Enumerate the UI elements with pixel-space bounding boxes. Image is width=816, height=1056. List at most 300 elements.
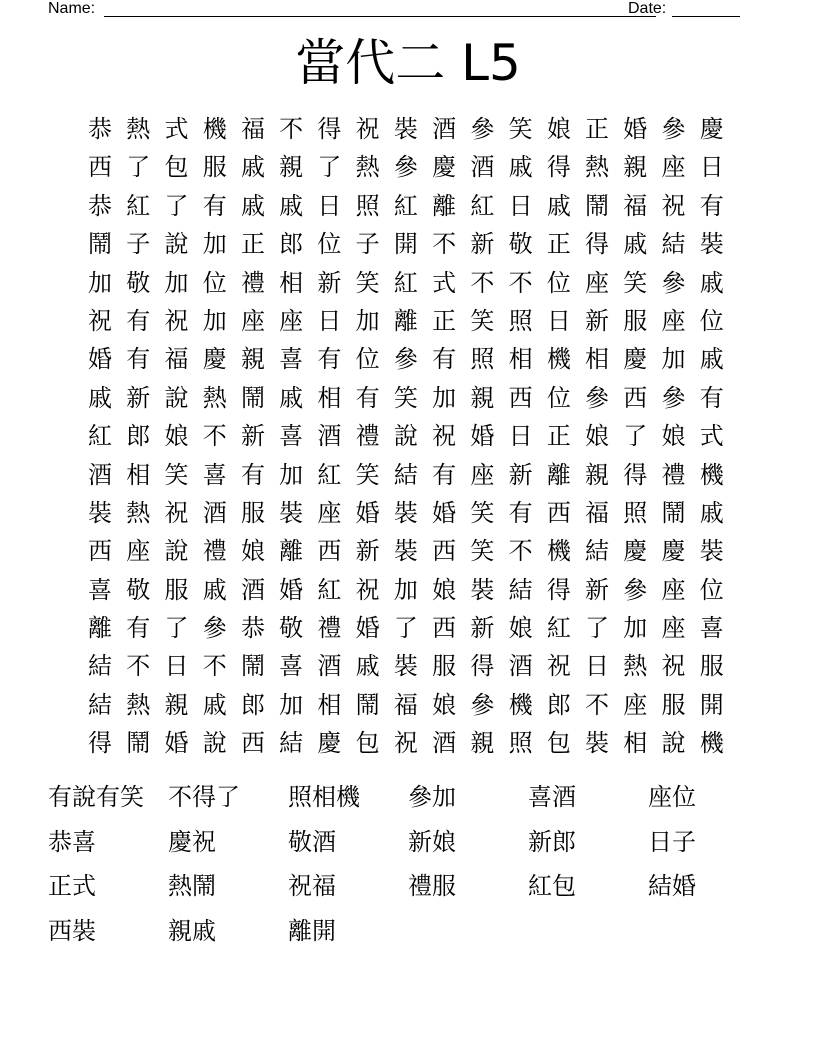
grid-cell[interactable]: 有 — [432, 460, 457, 489]
grid-cell[interactable]: 了 — [585, 614, 610, 643]
grid-cell[interactable]: 了 — [623, 422, 648, 451]
grid-cell[interactable]: 參 — [585, 383, 610, 412]
grid-cell[interactable]: 有 — [126, 306, 151, 335]
grid-cell[interactable]: 參 — [393, 153, 418, 182]
grid-cell[interactable]: 祝 — [661, 652, 686, 681]
grid-cell[interactable]: 相 — [126, 460, 151, 489]
grid-cell[interactable]: 慶 — [432, 153, 457, 182]
grid-cell[interactable]: 紅 — [88, 422, 112, 451]
grid-cell[interactable]: 西 — [240, 729, 265, 758]
grid-cell[interactable]: 日 — [508, 191, 533, 220]
grid-cell[interactable]: 熱 — [202, 383, 227, 412]
grid-cell[interactable]: 子 — [355, 230, 380, 259]
grid-cell[interactable]: 酒 — [317, 652, 342, 681]
grid-cell[interactable]: 敬 — [508, 230, 533, 259]
grid-cell[interactable]: 婚 — [279, 575, 304, 604]
grid-cell[interactable]: 西 — [546, 498, 571, 527]
grid-cell[interactable]: 紅 — [126, 191, 151, 220]
grid-cell[interactable]: 新 — [126, 383, 151, 412]
grid-cell[interactable]: 照 — [470, 345, 495, 374]
grid-cell[interactable]: 加 — [279, 690, 304, 719]
grid-cell[interactable]: 加 — [432, 383, 457, 412]
grid-cell[interactable]: 西 — [317, 537, 342, 566]
grid-cell[interactable]: 說 — [661, 729, 686, 758]
grid-cell[interactable]: 郎 — [279, 230, 304, 259]
grid-cell[interactable]: 有 — [126, 614, 151, 643]
grid-cell[interactable]: 參 — [202, 614, 227, 643]
grid-cell[interactable]: 加 — [623, 614, 648, 643]
grid-cell[interactable]: 服 — [661, 690, 686, 719]
grid-cell[interactable]: 正 — [546, 230, 571, 259]
grid-cell[interactable]: 座 — [470, 460, 495, 489]
grid-cell[interactable]: 結 — [393, 460, 418, 489]
word-list-item: 敬酒 — [288, 827, 336, 856]
grid-cell[interactable]: 裝 — [393, 652, 418, 681]
grid-cell[interactable]: 座 — [585, 268, 610, 297]
word-list-item: 紅包 — [528, 872, 576, 900]
grid-cell[interactable]: 娘 — [661, 422, 686, 451]
grid-cell[interactable]: 婚 — [432, 498, 457, 527]
grid-cell[interactable]: 正 — [546, 422, 571, 451]
grid-cell[interactable]: 親 — [623, 153, 648, 182]
grid-cell[interactable]: 新 — [508, 460, 533, 489]
grid-row — [88, 225, 738, 263]
grid-cell[interactable]: 祝 — [393, 729, 418, 758]
grid-cell[interactable]: 加 — [279, 460, 304, 489]
grid-cell[interactable]: 喜 — [88, 575, 112, 604]
grid-cell[interactable]: 笑 — [623, 268, 648, 297]
grid-cell[interactable]: 慶 — [699, 115, 724, 143]
grid-cell[interactable]: 慶 — [661, 537, 686, 566]
grid-cell[interactable]: 了 — [164, 191, 189, 220]
grid-cell[interactable]: 熱 — [126, 690, 151, 719]
grid-cell[interactable]: 結 — [279, 729, 304, 758]
grid-cell[interactable]: 裝 — [279, 498, 304, 527]
grid-cell[interactable]: 西 — [88, 537, 112, 566]
grid-cell[interactable]: 慶 — [623, 537, 648, 566]
grid-cell[interactable]: 相 — [317, 383, 342, 412]
grid-cell[interactable]: 位 — [699, 575, 724, 604]
grid-cell[interactable]: 熱 — [585, 153, 610, 182]
grid-cell[interactable]: 恭 — [88, 115, 112, 143]
grid-cell[interactable]: 日 — [699, 153, 724, 182]
grid-cell[interactable]: 戚 — [240, 153, 265, 182]
grid-cell[interactable]: 紅 — [317, 575, 342, 604]
grid-cell[interactable]: 正 — [585, 115, 610, 143]
grid-cell[interactable]: 裝 — [699, 230, 724, 259]
grid-cell[interactable]: 式 — [432, 268, 457, 297]
grid-cell[interactable]: 座 — [661, 575, 686, 604]
grid-cell[interactable]: 照 — [623, 498, 648, 527]
grid-cell[interactable]: 新 — [585, 306, 610, 335]
grid-cell[interactable]: 式 — [699, 422, 724, 451]
grid-cell[interactable]: 郎 — [240, 690, 265, 719]
grid-cell[interactable]: 加 — [88, 268, 112, 297]
grid-cell[interactable]: 式 — [164, 115, 189, 143]
grid-cell[interactable]: 不 — [508, 537, 533, 566]
grid-cell[interactable]: 酒 — [432, 729, 457, 758]
grid-cell[interactable]: 西 — [432, 537, 457, 566]
grid-cell[interactable]: 祝 — [164, 498, 189, 527]
grid-cell[interactable]: 喜 — [699, 614, 724, 643]
grid-cell[interactable]: 日 — [546, 306, 571, 335]
grid-cell[interactable]: 戚 — [279, 191, 304, 220]
grid-cell[interactable]: 笑 — [508, 115, 533, 143]
grid-cell[interactable]: 酒 — [317, 422, 342, 451]
grid-cell[interactable]: 恭 — [240, 614, 265, 643]
grid-cell[interactable]: 座 — [317, 498, 342, 527]
grid-cell[interactable]: 參 — [661, 115, 686, 143]
grid-cell[interactable]: 鬧 — [661, 498, 686, 527]
grid-cell[interactable]: 敬 — [126, 268, 151, 297]
grid-cell[interactable]: 裝 — [585, 729, 610, 758]
grid-cell[interactable]: 禮 — [240, 268, 265, 297]
grid-cell[interactable]: 福 — [585, 498, 610, 527]
grid-cell[interactable]: 加 — [202, 306, 227, 335]
grid-row — [88, 264, 738, 302]
grid-cell[interactable]: 機 — [546, 345, 571, 374]
grid-cell[interactable]: 裝 — [393, 498, 418, 527]
grid-cell[interactable]: 相 — [279, 268, 304, 297]
grid-cell[interactable]: 喜 — [279, 345, 304, 374]
grid-cell[interactable]: 紅 — [546, 614, 571, 643]
grid-cell[interactable]: 結 — [661, 230, 686, 259]
grid-cell[interactable]: 婚 — [470, 422, 495, 451]
grid-cell[interactable]: 祝 — [88, 306, 112, 335]
grid-cell[interactable]: 鬧 — [585, 191, 610, 220]
page-title: 當代二 L5 — [295, 34, 521, 92]
grid-cell[interactable]: 熱 — [126, 115, 151, 143]
grid-cell[interactable]: 祝 — [546, 652, 571, 681]
grid-cell[interactable]: 結 — [88, 652, 112, 681]
grid-cell[interactable]: 戚 — [279, 383, 304, 412]
grid-cell[interactable]: 相 — [623, 729, 648, 758]
grid-cell[interactable]: 熱 — [355, 153, 380, 182]
grid-cell[interactable]: 說 — [202, 729, 227, 758]
grid-cell[interactable]: 機 — [546, 537, 571, 566]
grid-cell[interactable]: 福 — [164, 345, 189, 374]
grid-cell[interactable]: 紅 — [393, 268, 418, 297]
grid-cell[interactable]: 福 — [240, 115, 265, 143]
grid-cell[interactable]: 子 — [126, 230, 151, 259]
grid-cell[interactable]: 結 — [88, 690, 112, 719]
grid-cell[interactable]: 禮 — [661, 460, 686, 489]
grid-cell[interactable]: 得 — [546, 575, 571, 604]
grid-cell[interactable]: 加 — [355, 306, 380, 335]
grid-cell[interactable]: 正 — [240, 230, 265, 259]
grid-cell[interactable]: 親 — [470, 383, 495, 412]
grid-cell[interactable]: 鬧 — [88, 230, 112, 259]
grid-cell[interactable]: 戚 — [699, 345, 724, 374]
grid-cell[interactable]: 喜 — [279, 422, 304, 451]
grid-cell[interactable]: 紅 — [317, 460, 342, 489]
grid-cell[interactable]: 說 — [393, 422, 418, 451]
grid-cell[interactable]: 日 — [317, 191, 342, 220]
grid-cell[interactable]: 禮 — [317, 614, 342, 643]
grid-cell[interactable]: 了 — [393, 614, 418, 643]
grid-cell[interactable]: 服 — [432, 652, 457, 681]
grid-cell[interactable]: 不 — [470, 268, 495, 297]
grid-cell[interactable]: 新 — [470, 230, 495, 259]
grid-cell[interactable]: 親 — [240, 345, 265, 374]
grid-cell[interactable]: 相 — [585, 345, 610, 374]
grid-cell[interactable]: 加 — [393, 575, 418, 604]
grid-cell[interactable]: 鬧 — [240, 652, 265, 681]
grid-cell[interactable]: 有 — [699, 191, 724, 220]
grid-cell[interactable]: 親 — [585, 460, 610, 489]
grid-cell[interactable]: 喜 — [202, 460, 227, 489]
grid-cell[interactable]: 座 — [661, 614, 686, 643]
grid-cell[interactable]: 相 — [317, 690, 342, 719]
grid-cell[interactable]: 不 — [585, 690, 610, 719]
grid-cell[interactable]: 離 — [546, 460, 571, 489]
grid-cell[interactable]: 戚 — [699, 498, 724, 527]
grid-cell[interactable]: 有 — [432, 345, 457, 374]
grid-cell[interactable]: 婚 — [355, 498, 380, 527]
grid-cell[interactable]: 裝 — [393, 537, 418, 566]
grid-cell[interactable]: 得 — [546, 153, 571, 182]
grid-cell[interactable]: 服 — [623, 306, 648, 335]
grid-cell[interactable]: 離 — [279, 537, 304, 566]
grid-cell[interactable]: 娘 — [508, 614, 533, 643]
grid-cell[interactable]: 娘 — [432, 575, 457, 604]
grid-cell[interactable]: 機 — [202, 115, 227, 143]
grid-cell[interactable]: 不 — [508, 268, 533, 297]
grid-cell[interactable]: 了 — [317, 153, 342, 182]
grid-cell[interactable]: 有 — [699, 383, 724, 412]
grid-cell[interactable]: 得 — [88, 729, 112, 758]
grid-cell[interactable]: 戚 — [88, 383, 112, 412]
grid-cell[interactable]: 笑 — [470, 498, 495, 527]
grid-cell[interactable]: 離 — [432, 191, 457, 220]
grid-cell[interactable]: 了 — [126, 153, 151, 182]
header-row — [48, 0, 740, 20]
grid-cell[interactable]: 照 — [508, 306, 533, 335]
grid-cell[interactable]: 座 — [661, 306, 686, 335]
grid-cell[interactable]: 娘 — [240, 537, 265, 566]
grid-cell[interactable]: 禮 — [355, 422, 380, 451]
grid-cell[interactable]: 熱 — [126, 498, 151, 527]
grid-cell[interactable]: 福 — [623, 191, 648, 220]
word-list-item: 離開 — [288, 916, 336, 945]
grid-cell[interactable]: 郎 — [126, 422, 151, 451]
grid-cell[interactable]: 新 — [470, 614, 495, 643]
grid-cell[interactable]: 西 — [623, 383, 648, 412]
grid-cell[interactable]: 有 — [126, 345, 151, 374]
grid-cell[interactable]: 戚 — [240, 191, 265, 220]
grid-cell[interactable]: 戚 — [546, 191, 571, 220]
grid-cell[interactable]: 包 — [546, 729, 571, 758]
grid-cell[interactable]: 服 — [164, 575, 189, 604]
grid-cell[interactable]: 服 — [240, 498, 265, 527]
grid-cell[interactable]: 親 — [279, 153, 304, 182]
grid-cell[interactable]: 戚 — [202, 690, 227, 719]
grid-cell[interactable]: 禮 — [202, 537, 227, 566]
grid-cell[interactable]: 有 — [240, 460, 265, 489]
grid-cell[interactable]: 參 — [393, 345, 418, 374]
grid-cell[interactable]: 祝 — [355, 575, 380, 604]
grid-cell[interactable]: 戚 — [699, 268, 724, 297]
grid-cell[interactable]: 笑 — [470, 537, 495, 566]
grid-cell[interactable]: 祝 — [355, 115, 380, 143]
word-list-item: 有說有笑 — [48, 783, 144, 811]
grid-cell[interactable]: 戚 — [508, 153, 533, 182]
grid-cell[interactable]: 笑 — [164, 460, 189, 489]
grid-cell[interactable]: 日 — [585, 652, 610, 681]
grid-cell[interactable]: 有 — [508, 498, 533, 527]
grid-cell[interactable]: 正 — [432, 306, 457, 335]
grid-cell[interactable]: 新 — [317, 268, 342, 297]
grid-cell[interactable]: 戚 — [355, 652, 380, 681]
grid-cell[interactable]: 參 — [623, 575, 648, 604]
grid-cell[interactable]: 酒 — [240, 575, 265, 604]
grid-cell[interactable]: 參 — [661, 383, 686, 412]
grid-cell[interactable]: 裝 — [88, 498, 112, 527]
grid-cell[interactable]: 開 — [699, 690, 724, 719]
grid-cell[interactable]: 說 — [164, 537, 189, 566]
grid-cell[interactable]: 喜 — [279, 652, 304, 681]
grid-cell[interactable]: 照 — [355, 191, 380, 220]
grid-cell[interactable]: 位 — [699, 306, 724, 335]
grid-cell[interactable]: 包 — [355, 729, 380, 758]
grid-cell[interactable]: 不 — [432, 230, 457, 259]
date-label: Date: — [628, 0, 667, 17]
grid-cell[interactable]: 酒 — [508, 652, 533, 681]
grid-cell[interactable]: 鬧 — [240, 383, 265, 412]
grid-cell[interactable]: 不 — [279, 115, 304, 143]
grid-cell[interactable]: 紅 — [470, 191, 495, 220]
grid-cell[interactable]: 相 — [508, 345, 533, 374]
grid-cell[interactable]: 有 — [317, 345, 342, 374]
grid-cell[interactable]: 西 — [508, 383, 533, 412]
grid-cell[interactable]: 戚 — [202, 575, 227, 604]
grid-cell[interactable]: 恭 — [88, 191, 112, 220]
grid-cell[interactable]: 熱 — [623, 652, 648, 681]
grid-cell[interactable]: 座 — [661, 153, 686, 182]
grid-cell[interactable]: 服 — [699, 652, 724, 681]
grid-cell[interactable]: 位 — [202, 268, 227, 297]
grid-cell[interactable]: 機 — [699, 729, 724, 758]
grid-cell[interactable]: 西 — [88, 153, 112, 182]
grid-cell[interactable]: 慶 — [623, 345, 648, 374]
grid-cell[interactable]: 得 — [585, 230, 610, 259]
grid-cell[interactable]: 參 — [470, 690, 495, 719]
grid-cell[interactable]: 說 — [164, 383, 189, 412]
grid-cell[interactable]: 婚 — [355, 614, 380, 643]
grid-cell[interactable]: 加 — [661, 345, 686, 374]
grid-cell[interactable]: 不 — [202, 652, 227, 681]
word-list-item: 新娘 — [408, 827, 456, 856]
grid-cell[interactable]: 酒 — [470, 153, 495, 182]
grid-cell[interactable]: 機 — [699, 460, 724, 489]
grid-cell[interactable]: 鬧 — [126, 729, 151, 758]
grid-cell[interactable]: 日 — [164, 652, 189, 681]
grid-cell[interactable]: 有 — [202, 191, 227, 220]
grid-cell[interactable]: 得 — [317, 115, 342, 143]
grid-cell[interactable]: 慶 — [202, 345, 227, 374]
grid-cell[interactable]: 日 — [317, 306, 342, 335]
grid-cell[interactable]: 親 — [164, 690, 189, 719]
grid-cell[interactable]: 裝 — [699, 537, 724, 566]
grid-cell[interactable]: 參 — [661, 268, 686, 297]
grid-cell[interactable]: 機 — [508, 690, 533, 719]
grid-cell[interactable]: 娘 — [585, 422, 610, 451]
grid-cell[interactable]: 結 — [508, 575, 533, 604]
grid-cell[interactable]: 結 — [585, 537, 610, 566]
grid-cell[interactable]: 笑 — [355, 268, 380, 297]
grid-cell[interactable]: 婚 — [164, 729, 189, 758]
grid-cell[interactable]: 離 — [393, 306, 418, 335]
grid-cell[interactable]: 娘 — [432, 690, 457, 719]
grid-cell[interactable]: 娘 — [546, 115, 571, 143]
grid-cell[interactable]: 位 — [317, 230, 342, 259]
word-list-item: 日子 — [648, 827, 696, 856]
grid-cell[interactable]: 座 — [279, 306, 304, 335]
grid-cell[interactable]: 郎 — [546, 690, 571, 719]
grid-cell[interactable]: 得 — [470, 652, 495, 681]
grid-cell[interactable]: 加 — [202, 230, 227, 259]
grid-cell[interactable]: 新 — [585, 575, 610, 604]
grid-cell[interactable]: 日 — [508, 422, 533, 451]
grid-cell[interactable]: 西 — [432, 614, 457, 643]
grid-cell[interactable]: 祝 — [164, 306, 189, 335]
grid-cell[interactable]: 座 — [126, 537, 151, 566]
grid-cell[interactable]: 親 — [470, 729, 495, 758]
grid-cell[interactable]: 婚 — [88, 345, 112, 374]
grid-cell[interactable]: 鬧 — [355, 690, 380, 719]
grid-cell[interactable]: 新 — [240, 422, 265, 451]
grid-cell[interactable]: 座 — [240, 306, 265, 335]
grid-cell[interactable]: 不 — [126, 652, 151, 681]
grid-cell[interactable]: 慶 — [317, 729, 342, 758]
grid-cell[interactable]: 紅 — [393, 191, 418, 220]
grid-cell[interactable]: 說 — [164, 230, 189, 259]
grid-cell[interactable]: 娘 — [164, 422, 189, 451]
grid-cell[interactable]: 位 — [546, 383, 571, 412]
grid-cell[interactable]: 新 — [355, 537, 380, 566]
grid-cell[interactable]: 了 — [164, 614, 189, 643]
grid-cell[interactable]: 敬 — [279, 614, 304, 643]
grid-cell[interactable]: 福 — [393, 690, 418, 719]
grid-cell[interactable]: 服 — [202, 153, 227, 182]
grid-cell[interactable]: 得 — [623, 460, 648, 489]
grid-cell[interactable]: 祝 — [432, 422, 457, 451]
grid-cell[interactable]: 加 — [164, 268, 189, 297]
grid-cell[interactable]: 笑 — [393, 383, 418, 412]
grid-cell[interactable]: 有 — [355, 383, 380, 412]
grid-cell[interactable]: 戚 — [623, 230, 648, 259]
grid-cell[interactable]: 祝 — [661, 191, 686, 220]
grid-cell[interactable]: 酒 — [88, 460, 112, 489]
grid-cell[interactable]: 離 — [88, 614, 112, 643]
grid-cell[interactable]: 笑 — [355, 460, 380, 489]
grid-cell[interactable]: 開 — [393, 230, 418, 259]
grid-cell[interactable]: 酒 — [202, 498, 227, 527]
grid-cell[interactable]: 酒 — [432, 115, 457, 143]
grid-cell[interactable]: 位 — [355, 345, 380, 374]
grid-cell[interactable]: 不 — [202, 422, 227, 451]
grid-cell[interactable]: 婚 — [623, 115, 648, 143]
grid-cell[interactable]: 照 — [508, 729, 533, 758]
grid-cell[interactable]: 敬 — [126, 575, 151, 604]
grid-cell[interactable]: 裝 — [393, 115, 418, 143]
grid-cell[interactable]: 裝 — [470, 575, 495, 604]
grid-cell[interactable]: 包 — [164, 153, 189, 182]
grid-cell[interactable]: 參 — [470, 115, 495, 143]
grid-cell[interactable]: 座 — [623, 690, 648, 719]
grid-cell[interactable]: 笑 — [470, 306, 495, 335]
grid-cell[interactable]: 位 — [546, 268, 571, 297]
